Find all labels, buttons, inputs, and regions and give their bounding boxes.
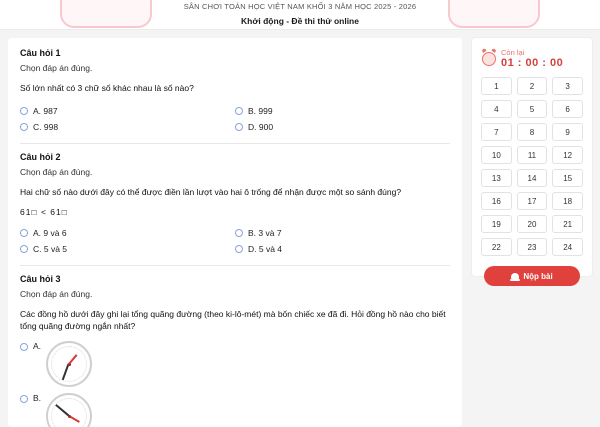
question-nav-7[interactable]: 7 <box>481 123 512 141</box>
question-2-option-d[interactable] <box>235 241 450 257</box>
clock-center-pin <box>68 415 71 418</box>
option-label: B. <box>33 393 42 403</box>
timer-label: Còn lại <box>501 48 525 57</box>
question-1 <box>20 48 450 135</box>
clock-tick-ring <box>51 398 87 427</box>
option-label: C. 998 <box>33 121 59 132</box>
question-3-text: Các đồng hồ dưới đây ghi lại tổng quãng đường (theo ki-lô-mét) mà bốn chiếc xe đã đi. Hỏi đồng hồ nào cho biết tổng quãng đường ngắn nhất? <box>20 308 446 332</box>
question-nav-15[interactable]: 15 <box>552 169 583 187</box>
question-nav-6[interactable]: 6 <box>552 100 583 118</box>
page-body <box>0 30 600 427</box>
question-nav-16[interactable]: 16 <box>481 192 512 210</box>
radio-icon[interactable] <box>235 245 243 253</box>
question-1-text: Số lớn nhất có 3 chữ số khác nhau là số nào? <box>20 83 194 93</box>
odometer-clock-icon-b <box>46 393 92 427</box>
question-nav-13[interactable]: 13 <box>481 169 512 187</box>
question-nav-14[interactable]: 14 <box>517 169 548 187</box>
question-nav-3[interactable]: 3 <box>552 77 583 95</box>
question-nav-20[interactable]: 20 <box>517 215 548 233</box>
radio-icon[interactable] <box>235 107 243 115</box>
question-nav-1[interactable]: 1 <box>481 77 512 95</box>
question-2-option-b[interactable] <box>235 225 450 241</box>
question-nav-11[interactable]: 11 <box>517 146 548 164</box>
question-nav-24[interactable]: 24 <box>552 238 583 256</box>
clock-center-pin <box>68 363 71 366</box>
contest-subtitle: SÂN CHƠI TOÁN HỌC VIỆT NAM KHỐI 3 NĂM HỌC 2025 - 2026 <box>183 2 417 11</box>
question-nav-8[interactable]: 8 <box>517 123 548 141</box>
radio-icon[interactable] <box>20 229 28 237</box>
radio-icon[interactable] <box>20 107 28 115</box>
option-label: A. 9 và 6 <box>33 227 67 238</box>
question-2 <box>20 152 450 257</box>
ribbon-left-decoration <box>60 0 152 28</box>
submit-button[interactable] <box>484 266 580 286</box>
option-label: D. 900 <box>248 121 274 132</box>
question-1-option-b[interactable] <box>235 103 450 119</box>
radio-icon[interactable] <box>235 123 243 131</box>
submit-label: Nộp bài <box>523 271 553 281</box>
question-nav-10[interactable]: 10 <box>481 146 512 164</box>
ribbon-right-decoration <box>448 0 540 28</box>
timer-value: 01 : 00 : 00 <box>501 57 564 69</box>
odometer-clock-icon-a <box>46 341 92 387</box>
question-nav-23[interactable]: 23 <box>517 238 548 256</box>
option-label: B. 3 và 7 <box>248 227 282 238</box>
question-2-instruction: Chọn đáp án đúng. <box>20 166 93 177</box>
page-header <box>0 0 600 30</box>
question-nav-12[interactable]: 12 <box>552 146 583 164</box>
question-nav-9[interactable]: 9 <box>552 123 583 141</box>
question-2-option-a[interactable] <box>20 225 235 241</box>
option-label: A. 987 <box>33 105 58 116</box>
question-3-option-b[interactable] <box>20 393 450 427</box>
radio-icon[interactable] <box>20 343 28 351</box>
question-1-title: Câu hỏi 1 <box>20 48 61 58</box>
question-nav-4[interactable]: 4 <box>481 100 512 118</box>
timer <box>478 46 586 75</box>
question-1-option-d[interactable] <box>235 119 450 135</box>
question-nav-21[interactable]: 21 <box>552 215 583 233</box>
radio-icon[interactable] <box>20 123 28 131</box>
question-nav-19[interactable]: 19 <box>481 215 512 233</box>
page-title: Khởi động - Đề thi thử online <box>241 16 359 26</box>
question-1-option-c[interactable] <box>20 119 235 135</box>
radio-icon[interactable] <box>235 229 243 237</box>
question-1-option-a[interactable] <box>20 103 235 119</box>
question-nav-18[interactable]: 18 <box>552 192 583 210</box>
exam-sidebar <box>472 38 592 281</box>
question-1-instruction: Chọn đáp án đúng. <box>20 63 93 73</box>
graduation-cap-icon <box>511 273 519 279</box>
option-label: D. 5 và 4 <box>248 243 283 254</box>
option-label: A. <box>33 341 42 351</box>
option-label: B. 999 <box>248 105 273 116</box>
question-nav-17[interactable]: 17 <box>517 192 548 210</box>
radio-icon[interactable] <box>20 245 28 253</box>
question-list <box>8 38 462 427</box>
question-3 <box>20 274 450 427</box>
option-label: C. 5 và 5 <box>33 243 68 254</box>
question-nav-22[interactable]: 22 <box>481 238 512 256</box>
divider <box>20 265 450 266</box>
divider <box>20 143 450 144</box>
question-2-title: Câu hỏi 2 <box>20 151 61 162</box>
question-3-option-a[interactable] <box>20 341 450 387</box>
alarm-clock-icon <box>482 52 496 66</box>
question-1-options <box>20 103 450 135</box>
question-navigator <box>478 75 586 256</box>
question-2-expression: 61□ < 61□ <box>20 206 68 217</box>
radio-icon[interactable] <box>20 395 28 403</box>
question-nav-2[interactable]: 2 <box>517 77 548 95</box>
question-3-instruction: Chọn đáp án đúng. <box>20 288 93 299</box>
question-2-option-c[interactable] <box>20 241 235 257</box>
question-nav-5[interactable]: 5 <box>517 100 548 118</box>
question-3-title: Câu hỏi 3 <box>20 273 61 284</box>
question-2-text: Hai chữ số nào dưới đây có thể được điền lần lượt vào hai ô trống để nhận được một so sánh đúng? <box>20 186 402 197</box>
question-2-options <box>20 225 450 257</box>
